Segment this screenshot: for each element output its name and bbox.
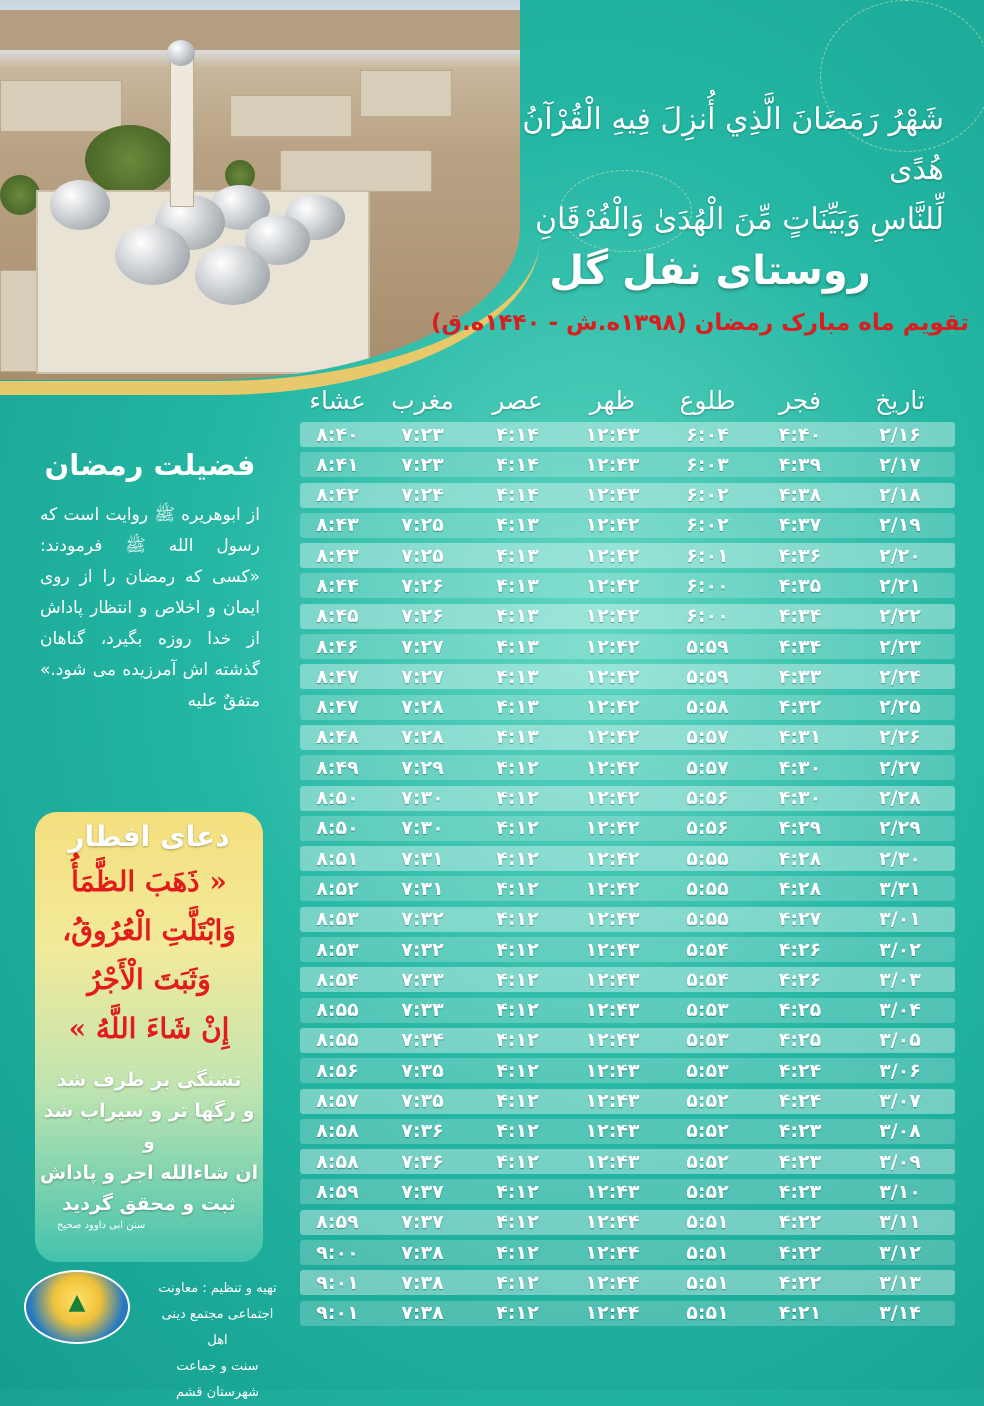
table-row [300, 483, 955, 508]
table-cell: ۷:۳۳ [401, 968, 444, 991]
table-cell: ۵:۵۵ [686, 908, 729, 931]
table-cell: ۲/۱۶ [879, 423, 921, 446]
table-cell: ۴:۱۳ [496, 696, 539, 719]
table-cell: ۷:۳۸ [401, 1241, 444, 1264]
column-header: تاریخ [875, 385, 925, 415]
table-cell: ۶:۰۴ [686, 423, 729, 446]
table-cell: ۱۲:۴۳ [585, 908, 640, 931]
dua-source: سنن ابی داوود صحیح [57, 1220, 146, 1231]
table-cell: ۸:۵۸ [316, 1120, 359, 1143]
table-cell: ۷:۲۳ [401, 423, 444, 446]
table-row [300, 452, 955, 477]
dua-arabic-line: إِنْ شَاءَ اللَّهُ » [68, 1012, 230, 1045]
table-cell: ۴:۱۳ [496, 605, 539, 628]
table-cell: ۵:۵۱ [686, 1241, 729, 1264]
table-cell: ۴:۱۳ [496, 544, 539, 567]
table-cell: ۷:۳۲ [401, 938, 444, 961]
table-cell: ۴:۲۶ [778, 938, 822, 961]
table-cell: ۱۲:۴۴ [585, 1211, 640, 1234]
table-cell: ۸:۵۰ [316, 817, 359, 840]
table-cell: ۱۲:۴۳ [585, 1150, 640, 1173]
table-cell: ۴:۳۳ [778, 665, 822, 688]
iftar-dua-box [35, 812, 263, 1262]
table-cell: ۴:۱۲ [496, 817, 539, 840]
table-cell: ۳/۰۸ [879, 1120, 921, 1143]
table-cell: ۵:۵۴ [686, 968, 729, 991]
table-cell: ۲/۳۰ [879, 847, 921, 870]
table-cell: ۸:۴۷ [316, 665, 359, 688]
table-cell: ۱۲:۴۳ [585, 1090, 640, 1113]
table-row [300, 937, 955, 962]
table-cell: ۵:۵۶ [686, 817, 729, 840]
table-cell: ۴:۱۲ [496, 1271, 539, 1294]
table-cell: ۷:۳۳ [401, 999, 444, 1022]
table-cell: ۸:۴۴ [316, 574, 359, 597]
table-cell: ۴:۱۴ [496, 423, 539, 446]
table-cell: ۱۲:۴۳ [585, 1120, 640, 1143]
table-cell: ۷:۳۵ [401, 1059, 444, 1082]
table-cell: ۷:۳۶ [401, 1120, 444, 1143]
dua-translation-line: ثبت و محقق گردید [62, 1193, 236, 1215]
table-cell: ۷:۳۶ [401, 1150, 444, 1173]
table-cell: ۳/۰۱ [879, 908, 921, 931]
table-cell: ۱۲:۴۳ [585, 1180, 640, 1203]
table-row [300, 1089, 955, 1114]
table-cell: ۵:۵۵ [686, 877, 729, 900]
table-cell: ۴:۱۲ [496, 1120, 539, 1143]
table-cell: ۴:۳۸ [778, 484, 822, 507]
table-cell: ۱۲:۴۴ [585, 1241, 640, 1264]
table-cell: ۴:۲۱ [778, 1302, 822, 1325]
credits-line: اجتماعی مجتمع دینی اهل [161, 1307, 274, 1348]
table-cell: ۵:۵۳ [686, 1029, 729, 1052]
table-cell: ۷:۲۸ [401, 726, 444, 749]
table-cell: ۴:۱۳ [496, 726, 539, 749]
table-cell: ۱۲:۴۲ [585, 726, 640, 749]
book-icon: ▲ [68, 1290, 86, 1315]
table-cell: ۶:۰۲ [686, 484, 729, 507]
table-cell: ۳/۱۲ [879, 1241, 921, 1264]
table-cell: ۴:۳۵ [778, 574, 822, 597]
table-cell: ۴:۱۲ [496, 877, 539, 900]
table-cell: ۱۲:۴۳ [585, 423, 640, 446]
dua-translation-line: و رگها تر و سیراب شد و [43, 1100, 255, 1153]
dua-arabic [35, 857, 263, 1053]
table-cell: ۴:۴۰ [778, 423, 822, 446]
column-header: طلوع [679, 385, 736, 415]
table-cell: ۱۲:۴۳ [585, 1029, 640, 1052]
table-cell: ۴:۳۷ [778, 514, 822, 537]
table-cell: ۲/۲۴ [879, 665, 921, 688]
table-row [300, 1210, 955, 1235]
table-cell: ۸:۵۷ [316, 1090, 359, 1113]
table-cell: ۲/۲۸ [879, 787, 921, 810]
table-cell: ۴:۱۳ [496, 574, 539, 597]
book-emblem-icon [24, 1270, 130, 1344]
table-row [300, 967, 955, 992]
table-body [300, 422, 955, 1326]
calendar-subtitle: تقویم ماه مبارک رمضان (۱۳۹۸ه.ش - ۱۴۴۰ه.ق) [430, 310, 970, 336]
table-cell: ۷:۳۱ [401, 847, 444, 870]
credits-line: سنت و جماعت شهرستان قشم [176, 1359, 259, 1400]
table-cell: ۸:۵۳ [316, 908, 359, 931]
table-cell: ۴:۲۳ [778, 1180, 822, 1203]
table-cell: ۱۲:۴۲ [585, 787, 640, 810]
table-cell: ۱۲:۴۳ [585, 1059, 640, 1082]
table-cell: ۸:۴۶ [316, 635, 359, 658]
table-row [300, 543, 955, 568]
table-cell: ۴:۲۹ [778, 817, 822, 840]
table-cell: ۵:۵۱ [686, 1271, 729, 1294]
table-cell: ۳/۰۶ [879, 1059, 921, 1082]
table-cell: ۴:۱۲ [496, 908, 539, 931]
table-cell: ۲/۱۹ [879, 514, 921, 537]
table-row [300, 604, 955, 629]
table-cell: ۴:۳۰ [778, 787, 822, 810]
table-cell: ۷:۳۰ [401, 787, 444, 810]
table-cell: ۴:۱۲ [496, 1180, 539, 1203]
table-cell: ۴:۱۲ [496, 1150, 539, 1173]
table-row [300, 998, 955, 1023]
table-cell: ۴:۲۲ [778, 1271, 822, 1294]
table-cell: ۵:۵۳ [686, 999, 729, 1022]
table-cell: ۵:۵۹ [686, 635, 729, 658]
table-cell: ۳/۳۱ [879, 877, 921, 900]
table-cell: ۲/۲۳ [879, 635, 921, 658]
quran-verse [484, 95, 944, 245]
table-cell: ۱۲:۴۲ [585, 514, 640, 537]
table-row [300, 634, 955, 659]
table-cell: ۸:۵۹ [316, 1180, 359, 1203]
dua-translation-line: ان شاءالله اجر و پاداش [39, 1162, 259, 1184]
table-cell: ۴:۱۳ [496, 665, 539, 688]
table-cell: ۴:۲۵ [778, 1029, 822, 1052]
table-row [300, 846, 955, 871]
table-cell: ۵:۵۲ [686, 1090, 729, 1113]
table-cell: ۴:۱۲ [496, 938, 539, 961]
table-cell: ۸:۴۱ [316, 453, 359, 476]
table-row [300, 573, 955, 598]
table-cell: ۴:۲۲ [778, 1241, 822, 1264]
table-cell: ۳/۰۷ [879, 1090, 921, 1113]
column-header: فجر [779, 385, 821, 415]
table-cell: ۸:۴۸ [316, 726, 359, 749]
table-header [300, 378, 955, 422]
table-cell: ۳/۰۲ [879, 938, 921, 961]
table-cell: ۷:۲۷ [401, 635, 444, 658]
table-cell: ۷:۲۹ [401, 756, 444, 779]
table-cell: ۱۲:۴۲ [585, 635, 640, 658]
table-cell: ۵:۵۹ [686, 665, 729, 688]
virtue-title: فضیلت رمضان [44, 448, 256, 482]
table-cell: ۵:۵۴ [686, 938, 729, 961]
ramadan-virtue [40, 448, 260, 717]
table-cell: ۴:۳۶ [778, 544, 822, 567]
table-cell: ۲/۱۸ [879, 484, 921, 507]
table-cell: ۷:۲۷ [401, 665, 444, 688]
dua-translation-line: تشنگی بر طرف شد [56, 1069, 242, 1091]
table-cell: ۷:۲۴ [401, 484, 444, 507]
table-cell: ۴:۱۳ [496, 635, 539, 658]
table-cell: ۷:۳۰ [401, 817, 444, 840]
table-cell: ۷:۳۸ [401, 1271, 444, 1294]
table-cell: ۴:۲۴ [778, 1059, 822, 1082]
table-cell: ۱۲:۴۲ [585, 877, 640, 900]
dua-arabic-line: وَثَبَتَ الْأَجْرُ [87, 963, 211, 996]
table-row [300, 1179, 955, 1204]
table-cell: ۶:۰۰ [686, 605, 729, 628]
table-cell: ۴:۱۲ [496, 968, 539, 991]
table-cell: ۷:۳۱ [401, 877, 444, 900]
table-cell: ۵:۵۱ [686, 1302, 729, 1325]
column-header: عشاء [309, 385, 366, 415]
table-cell: ۴:۱۳ [496, 514, 539, 537]
table-cell: ۴:۱۲ [496, 1059, 539, 1082]
table-cell: ۱۲:۴۳ [585, 938, 640, 961]
table-cell: ۱۲:۴۴ [585, 1271, 640, 1294]
table-cell: ۵:۵۷ [686, 756, 729, 779]
table-cell: ۴:۱۲ [496, 787, 539, 810]
table-cell: ۱۲:۴۳ [585, 453, 640, 476]
table-cell: ۴:۱۲ [496, 756, 539, 779]
table-cell: ۴:۳۹ [778, 453, 822, 476]
dua-translation [35, 1065, 263, 1220]
table-cell: ۴:۱۴ [496, 453, 539, 476]
table-row [300, 1270, 955, 1295]
table-cell: ۱۲:۴۲ [585, 605, 640, 628]
table-cell: ۲/۲۱ [879, 574, 921, 597]
table-cell: ۸:۴۲ [316, 484, 359, 507]
table-cell: ۱۲:۴۴ [585, 1302, 640, 1325]
table-cell: ۱۲:۴۲ [585, 817, 640, 840]
dua-title: دعای افطار [68, 820, 230, 853]
table-cell: ۴:۱۲ [496, 1029, 539, 1052]
table-cell: ۲/۱۷ [879, 453, 921, 476]
credits [150, 1276, 285, 1406]
table-row [300, 876, 955, 901]
table-cell: ۱۲:۴۳ [585, 968, 640, 991]
column-header: عصر [492, 385, 543, 415]
table-cell: ۴:۱۴ [496, 484, 539, 507]
table-cell: ۸:۴۰ [316, 423, 359, 446]
table-cell: ۷:۲۳ [401, 453, 444, 476]
table-row [300, 1028, 955, 1053]
table-row [300, 695, 955, 720]
table-cell: ۶:۰۳ [686, 453, 729, 476]
table-cell: ۷:۳۲ [401, 908, 444, 931]
table-cell: ۵:۵۱ [686, 1211, 729, 1234]
table-cell: ۳/۰۵ [879, 1029, 921, 1052]
table-cell: ۱۲:۴۲ [585, 665, 640, 688]
table-row [300, 422, 955, 447]
table-row [300, 1240, 955, 1265]
table-cell: ۵:۵۶ [686, 787, 729, 810]
table-row [300, 755, 955, 780]
table-row [300, 1058, 955, 1083]
table-cell: ۷:۳۵ [401, 1090, 444, 1113]
table-cell: ۷:۲۶ [401, 574, 444, 597]
table-cell: ۸:۵۵ [316, 999, 359, 1022]
table-cell: ۱۲:۴۲ [585, 847, 640, 870]
table-cell: ۴:۲۸ [778, 877, 822, 900]
table-row [300, 725, 955, 750]
table-cell: ۴:۲۴ [778, 1090, 822, 1113]
table-cell: ۴:۳۱ [778, 726, 822, 749]
table-cell: ۴:۲۲ [778, 1211, 822, 1234]
table-cell: ۸:۵۵ [316, 1029, 359, 1052]
table-cell: ۴:۱۲ [496, 1211, 539, 1234]
table-cell: ۴:۱۲ [496, 999, 539, 1022]
table-cell: ۸:۴۵ [316, 605, 359, 628]
table-row [300, 1119, 955, 1144]
table-cell: ۴:۱۲ [496, 1302, 539, 1325]
table-cell: ۸:۴۷ [316, 696, 359, 719]
table-cell: ۸:۵۴ [316, 968, 359, 991]
table-row [300, 816, 955, 841]
prayer-times-table [300, 378, 955, 1331]
table-cell: ۸:۵۱ [316, 847, 359, 870]
table-cell: ۷:۳۸ [401, 1302, 444, 1325]
table-cell: ۲/۲۲ [879, 605, 921, 628]
dua-arabic-line: « ذَهَبَ الظَّمَأُ [71, 865, 227, 898]
table-row [300, 1301, 955, 1326]
table-row [300, 907, 955, 932]
village-title: روستای نفل گل [549, 248, 871, 294]
table-cell: ۴:۳۴ [778, 635, 822, 658]
table-row [300, 1149, 955, 1174]
table-cell: ۲/۲۷ [879, 756, 921, 779]
table-cell: ۳/۱۴ [879, 1302, 921, 1325]
table-cell: ۸:۴۳ [316, 514, 359, 537]
table-cell: ۳/۰۳ [879, 968, 921, 991]
credits-line: تهیه و تنظیم : معاونت [158, 1281, 277, 1296]
table-cell: ۷:۳۴ [401, 1029, 444, 1052]
table-cell: ۵:۵۵ [686, 847, 729, 870]
table-row [300, 786, 955, 811]
verse-line-1: شَهْرُ رَمَضَانَ الَّذِي أُنزِلَ فِيهِ الْقُرْآنُ هُدًى [522, 102, 944, 187]
table-cell: ۴:۲۸ [778, 847, 822, 870]
table-cell: ۱۲:۴۳ [585, 484, 640, 507]
virtue-body: از ابوهریره ﷺ روایت است که رسول الله ﷺ فرمودند: «کسی که رمضان را از روی ایمان و اخلاص و انتظار پاداش از خدا روزه بگیرد، گناهان گذشته اش آمرزیده می شود.» متفقٌ علیه [40, 505, 260, 711]
table-cell: ۲/۲۶ [879, 726, 921, 749]
table-cell: ۵:۵۲ [686, 1120, 729, 1143]
table-cell: ۷:۲۵ [401, 514, 444, 537]
table-cell: ۶:۰۰ [686, 574, 729, 597]
table-cell: ۵:۵۲ [686, 1180, 729, 1203]
table-cell: ۱۲:۴۲ [585, 696, 640, 719]
table-cell: ۷:۳۷ [401, 1211, 444, 1234]
table-cell: ۸:۴۳ [316, 544, 359, 567]
table-cell: ۷:۳۷ [401, 1180, 444, 1203]
table-cell: ۳/۱۱ [879, 1211, 921, 1234]
table-cell: ۴:۱۲ [496, 847, 539, 870]
table-cell: ۱۲:۴۲ [585, 544, 640, 567]
table-cell: ۹:۰۱ [316, 1271, 359, 1294]
table-cell: ۹:۰۰ [316, 1241, 359, 1264]
table-cell: ۸:۵۲ [316, 877, 359, 900]
verse-line-2: لِّلنَّاسِ وَبَيِّنَاتٍ مِّنَ الْهُدَىٰ وَالْفُرْقَانِ [535, 202, 944, 237]
table-cell: ۷:۲۶ [401, 605, 444, 628]
table-cell: ۸:۵۰ [316, 787, 359, 810]
table-cell: ۶:۰۲ [686, 514, 729, 537]
table-cell: ۴:۱۲ [496, 1241, 539, 1264]
column-header: مغرب [391, 385, 454, 415]
table-cell: ۴:۲۵ [778, 999, 822, 1022]
table-cell: ۴:۳۲ [778, 696, 822, 719]
table-cell: ۱۲:۴۲ [585, 574, 640, 597]
table-row [300, 664, 955, 689]
table-cell: ۲/۲۵ [879, 696, 921, 719]
table-cell: ۳/۰۴ [879, 999, 921, 1022]
table-cell: ۴:۲۳ [778, 1120, 822, 1143]
table-cell: ۴:۳۴ [778, 605, 822, 628]
table-cell: ۸:۵۸ [316, 1150, 359, 1173]
table-cell: ۸:۴۹ [316, 756, 359, 779]
dua-arabic-line: وَابْتَلَّتِ الْعُرُوقُ، [62, 914, 236, 947]
table-cell: ۵:۵۲ [686, 1150, 729, 1173]
table-cell: ۲/۲۰ [879, 544, 921, 567]
table-cell: ۳/۰۹ [879, 1150, 921, 1173]
table-cell: ۲/۲۹ [879, 817, 921, 840]
table-cell: ۵:۵۳ [686, 1059, 729, 1082]
table-cell: ۸:۵۹ [316, 1211, 359, 1234]
table-cell: ۳/۱۳ [879, 1271, 921, 1294]
table-cell: ۶:۰۱ [686, 544, 729, 567]
table-row [300, 513, 955, 538]
column-header: ظهر [589, 385, 636, 415]
table-cell: ۳/۱۰ [879, 1180, 921, 1203]
table-cell: ۴:۱۲ [496, 1090, 539, 1113]
table-cell: ۸:۵۶ [316, 1059, 359, 1082]
table-cell: ۱۲:۴۳ [585, 999, 640, 1022]
table-cell: ۴:۳۰ [778, 756, 822, 779]
table-cell: ۴:۲۷ [778, 908, 822, 931]
table-cell: ۵:۵۷ [686, 726, 729, 749]
table-cell: ۹:۰۱ [316, 1302, 359, 1325]
table-cell: ۵:۵۸ [686, 696, 729, 719]
table-cell: ۸:۵۳ [316, 938, 359, 961]
table-cell: ۷:۲۸ [401, 696, 444, 719]
table-cell: ۴:۲۶ [778, 968, 822, 991]
table-cell: ۷:۲۵ [401, 544, 444, 567]
table-cell: ۱۲:۴۲ [585, 756, 640, 779]
table-cell: ۴:۲۳ [778, 1150, 822, 1173]
